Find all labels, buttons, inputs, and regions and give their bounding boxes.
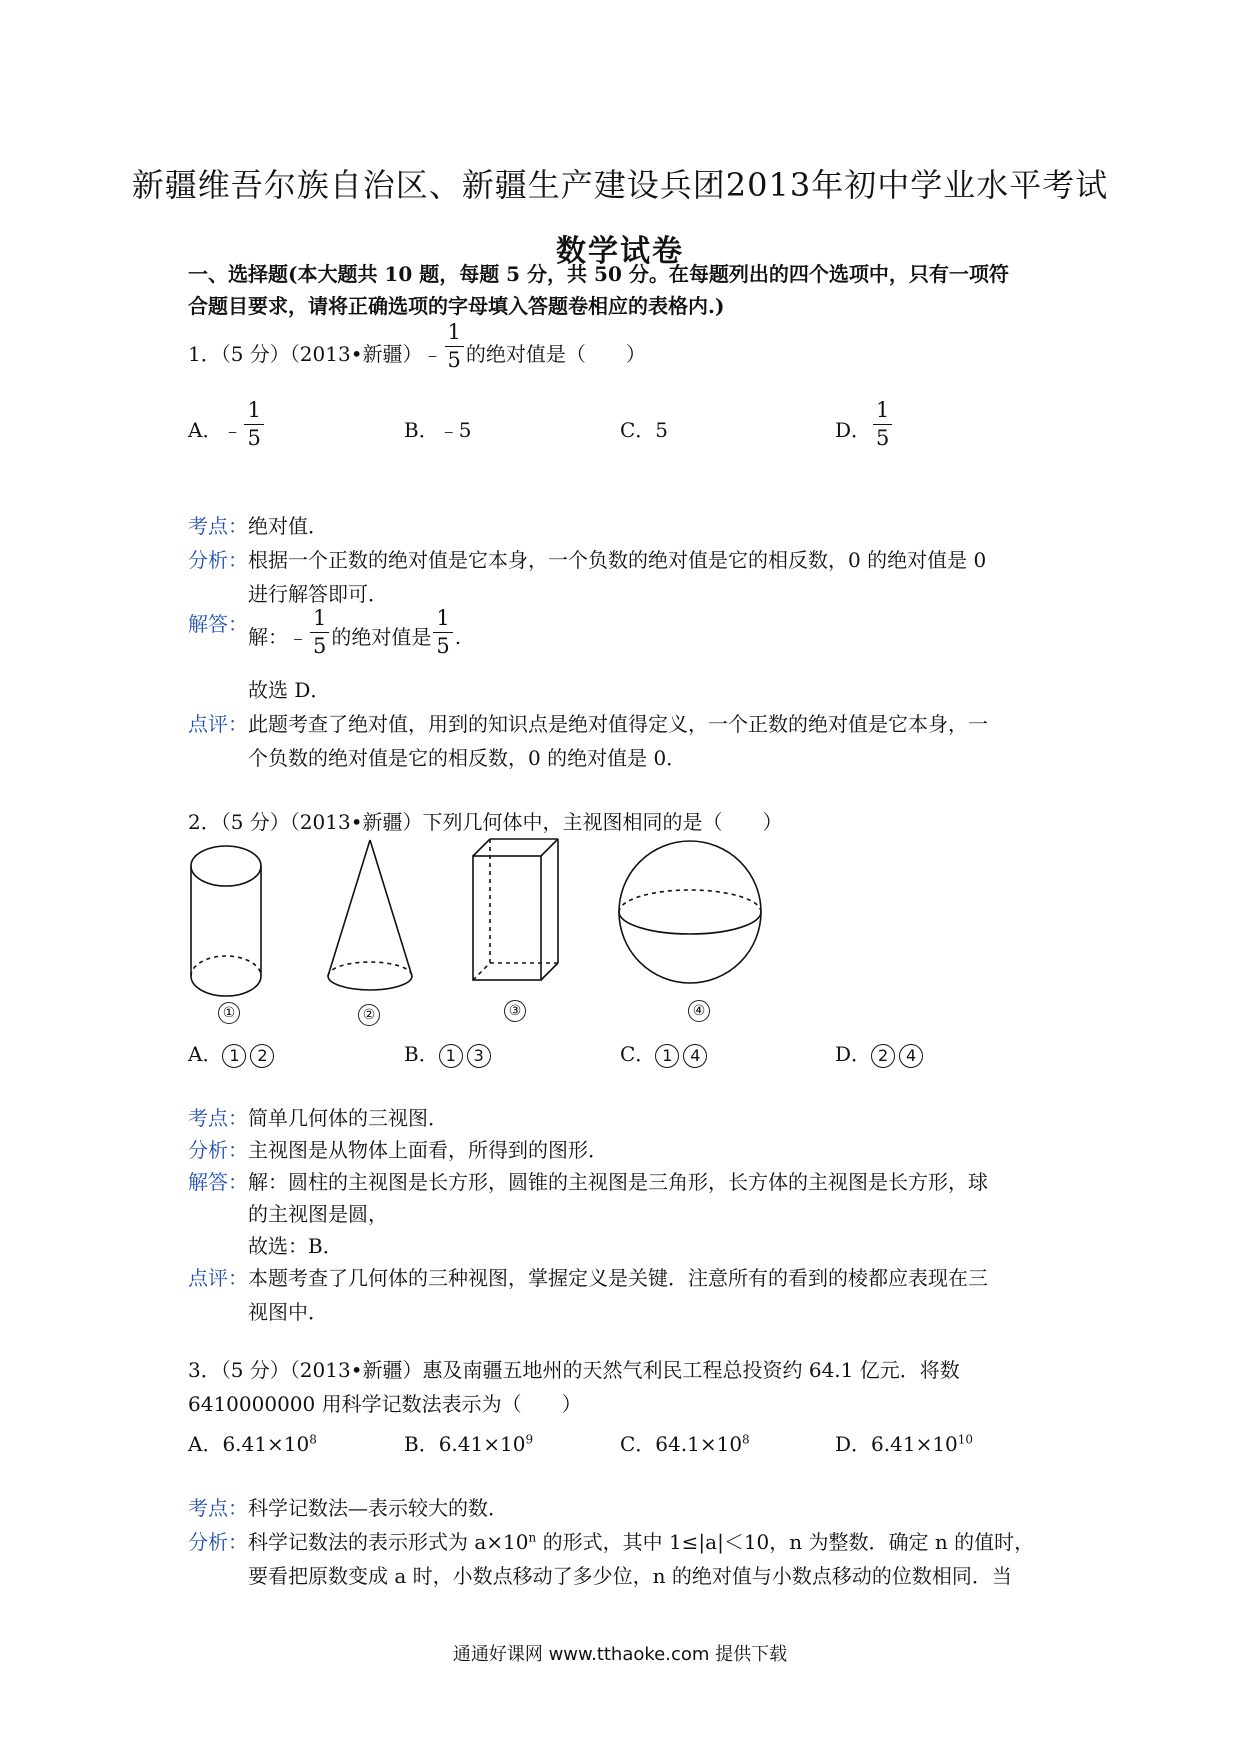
q1-kaodian: 考点：绝对值．	[188, 514, 328, 538]
q2-option-c: C． 1 4	[620, 1038, 711, 1068]
q2-option-a: A． 1 2	[188, 1038, 278, 1068]
q3-option-a: A．$6.41\times 10^8$	[188, 1432, 317, 1456]
exam-title: 新疆维吾尔族自治区、新疆生产建设兵团2013年初中学业水平考试	[131, 166, 1109, 204]
page-footer: 通通好课网 www.tthaoke.com 提供下载	[452, 1644, 788, 1665]
q1-jieda: 解：﹣ $\frac{1}{5}$ 的绝对值是 $\frac{1}{5}$ .	[248, 606, 462, 658]
q1-dianping-line2: 个负数的绝对值是它的相反数，0 的绝对值是 0．	[248, 746, 687, 770]
q2-dianping: 点评：本题考查了几何体的三种视图，掌握定义是关键．注意所有的看到的棱都应表现在三	[188, 1266, 988, 1290]
q3-stem-line1: 3．（5 分）（2013•新疆）惠及南疆五地州的天然气利民工程总投资约 64.1 亿元．将数	[188, 1358, 960, 1382]
q2-stem: 2．（5 分）（2013•新疆）下列几何体中，主视图相同的是（ ）	[188, 810, 783, 834]
q3-fenxi-line2: 要看把原数变成 a 时，小数点移动了多少位，n 的绝对值与小数点移动的位数相同．当	[248, 1564, 1012, 1588]
q3-kaodian: 考点：科学记数法—表示较大的数．	[188, 1496, 508, 1520]
q1-jieda-line2: 故选 D．	[248, 678, 331, 702]
exam-subtitle: 数学试卷	[556, 234, 684, 269]
q2-option-b: B． 1 3	[404, 1038, 495, 1068]
q3-option-b: B．$6.41\times 10^9$	[404, 1432, 534, 1456]
cuboid-figure	[473, 839, 558, 980]
q3-stem-line2: 6410000000 用科学记数法表示为（ ）	[188, 1392, 582, 1416]
q2-jieda-line3: 故选：B．	[248, 1234, 343, 1258]
q2-kaodian: 考点：简单几何体的三视图．	[188, 1106, 448, 1130]
q3-fenxi: 分析：科学记数法的表示形式为 $a\times 10^n$ 的形式，其中 1≤|a|＜10，n 为整数．确定 n 的值时，	[188, 1530, 1035, 1554]
q1-option-d: D． $\frac{1}{5}$	[835, 414, 894, 449]
figure-label-2: ②	[358, 1004, 380, 1026]
q1-option-c: C．5	[620, 418, 669, 442]
q1-option-a: A．﹣ $\frac{1}{5}$	[188, 414, 266, 449]
q2-geometry-figures	[180, 836, 800, 1026]
q1-fenxi: 分析：根据一个正数的绝对值是它本身，一个负数的绝对值是它的相反数，0 的绝对值是 0	[188, 548, 987, 572]
q2-dianping-line2: 视图中．	[248, 1300, 328, 1324]
q1-neg: ﹣	[422, 342, 443, 366]
q1-fenxi-line2: 进行解答即可．	[248, 582, 388, 606]
q3-option-c: C．$64.1\times 10^8$	[620, 1432, 750, 1456]
q2-jieda-line2: 的主视图是圆，	[248, 1202, 388, 1226]
q1-fraction: $\frac{1}{5}$	[445, 322, 464, 371]
figure-label-1: ①	[218, 1002, 240, 1024]
section-heading-line1: 一、选择题(本大题共 10 题，每题 5 分，共 50 分。在每题列出的四个选项中，只有一项符	[188, 262, 1009, 286]
q1-jieda-label: 解答：	[188, 612, 248, 636]
q1-option-b: B．﹣5	[404, 418, 472, 442]
q1-stem	[188, 320, 646, 372]
sphere-figure	[619, 841, 761, 983]
section-heading-line2: 合题目要求，请将正确选项的字母填入答题卷相应的表格内.)	[188, 294, 725, 318]
q3-option-d: D．$6.41\times 10^{10}$	[835, 1432, 974, 1456]
figure-label-3: ③	[504, 1000, 526, 1022]
q1-dianping: 点评：此题考查了绝对值，用到的知识点是绝对值得定义，一个正数的绝对值是它本身，一	[188, 712, 988, 736]
q2-option-d: D． 2 4	[835, 1038, 927, 1068]
cylinder-figure	[191, 846, 261, 996]
q2-jieda: 解答：解：圆柱的主视图是长方形，圆锥的主视图是三角形，长方体的主视图是长方形，球	[188, 1170, 988, 1194]
q1-suffix: 的绝对值是（ ）	[465, 342, 646, 366]
q1-prefix: 1．（5 分）（2013•新疆）	[188, 342, 423, 366]
figure-label-4: ④	[688, 1000, 710, 1022]
cone-figure	[328, 840, 412, 990]
q2-fenxi: 分析：主视图是从物体上面看，所得到的图形．	[188, 1138, 608, 1162]
